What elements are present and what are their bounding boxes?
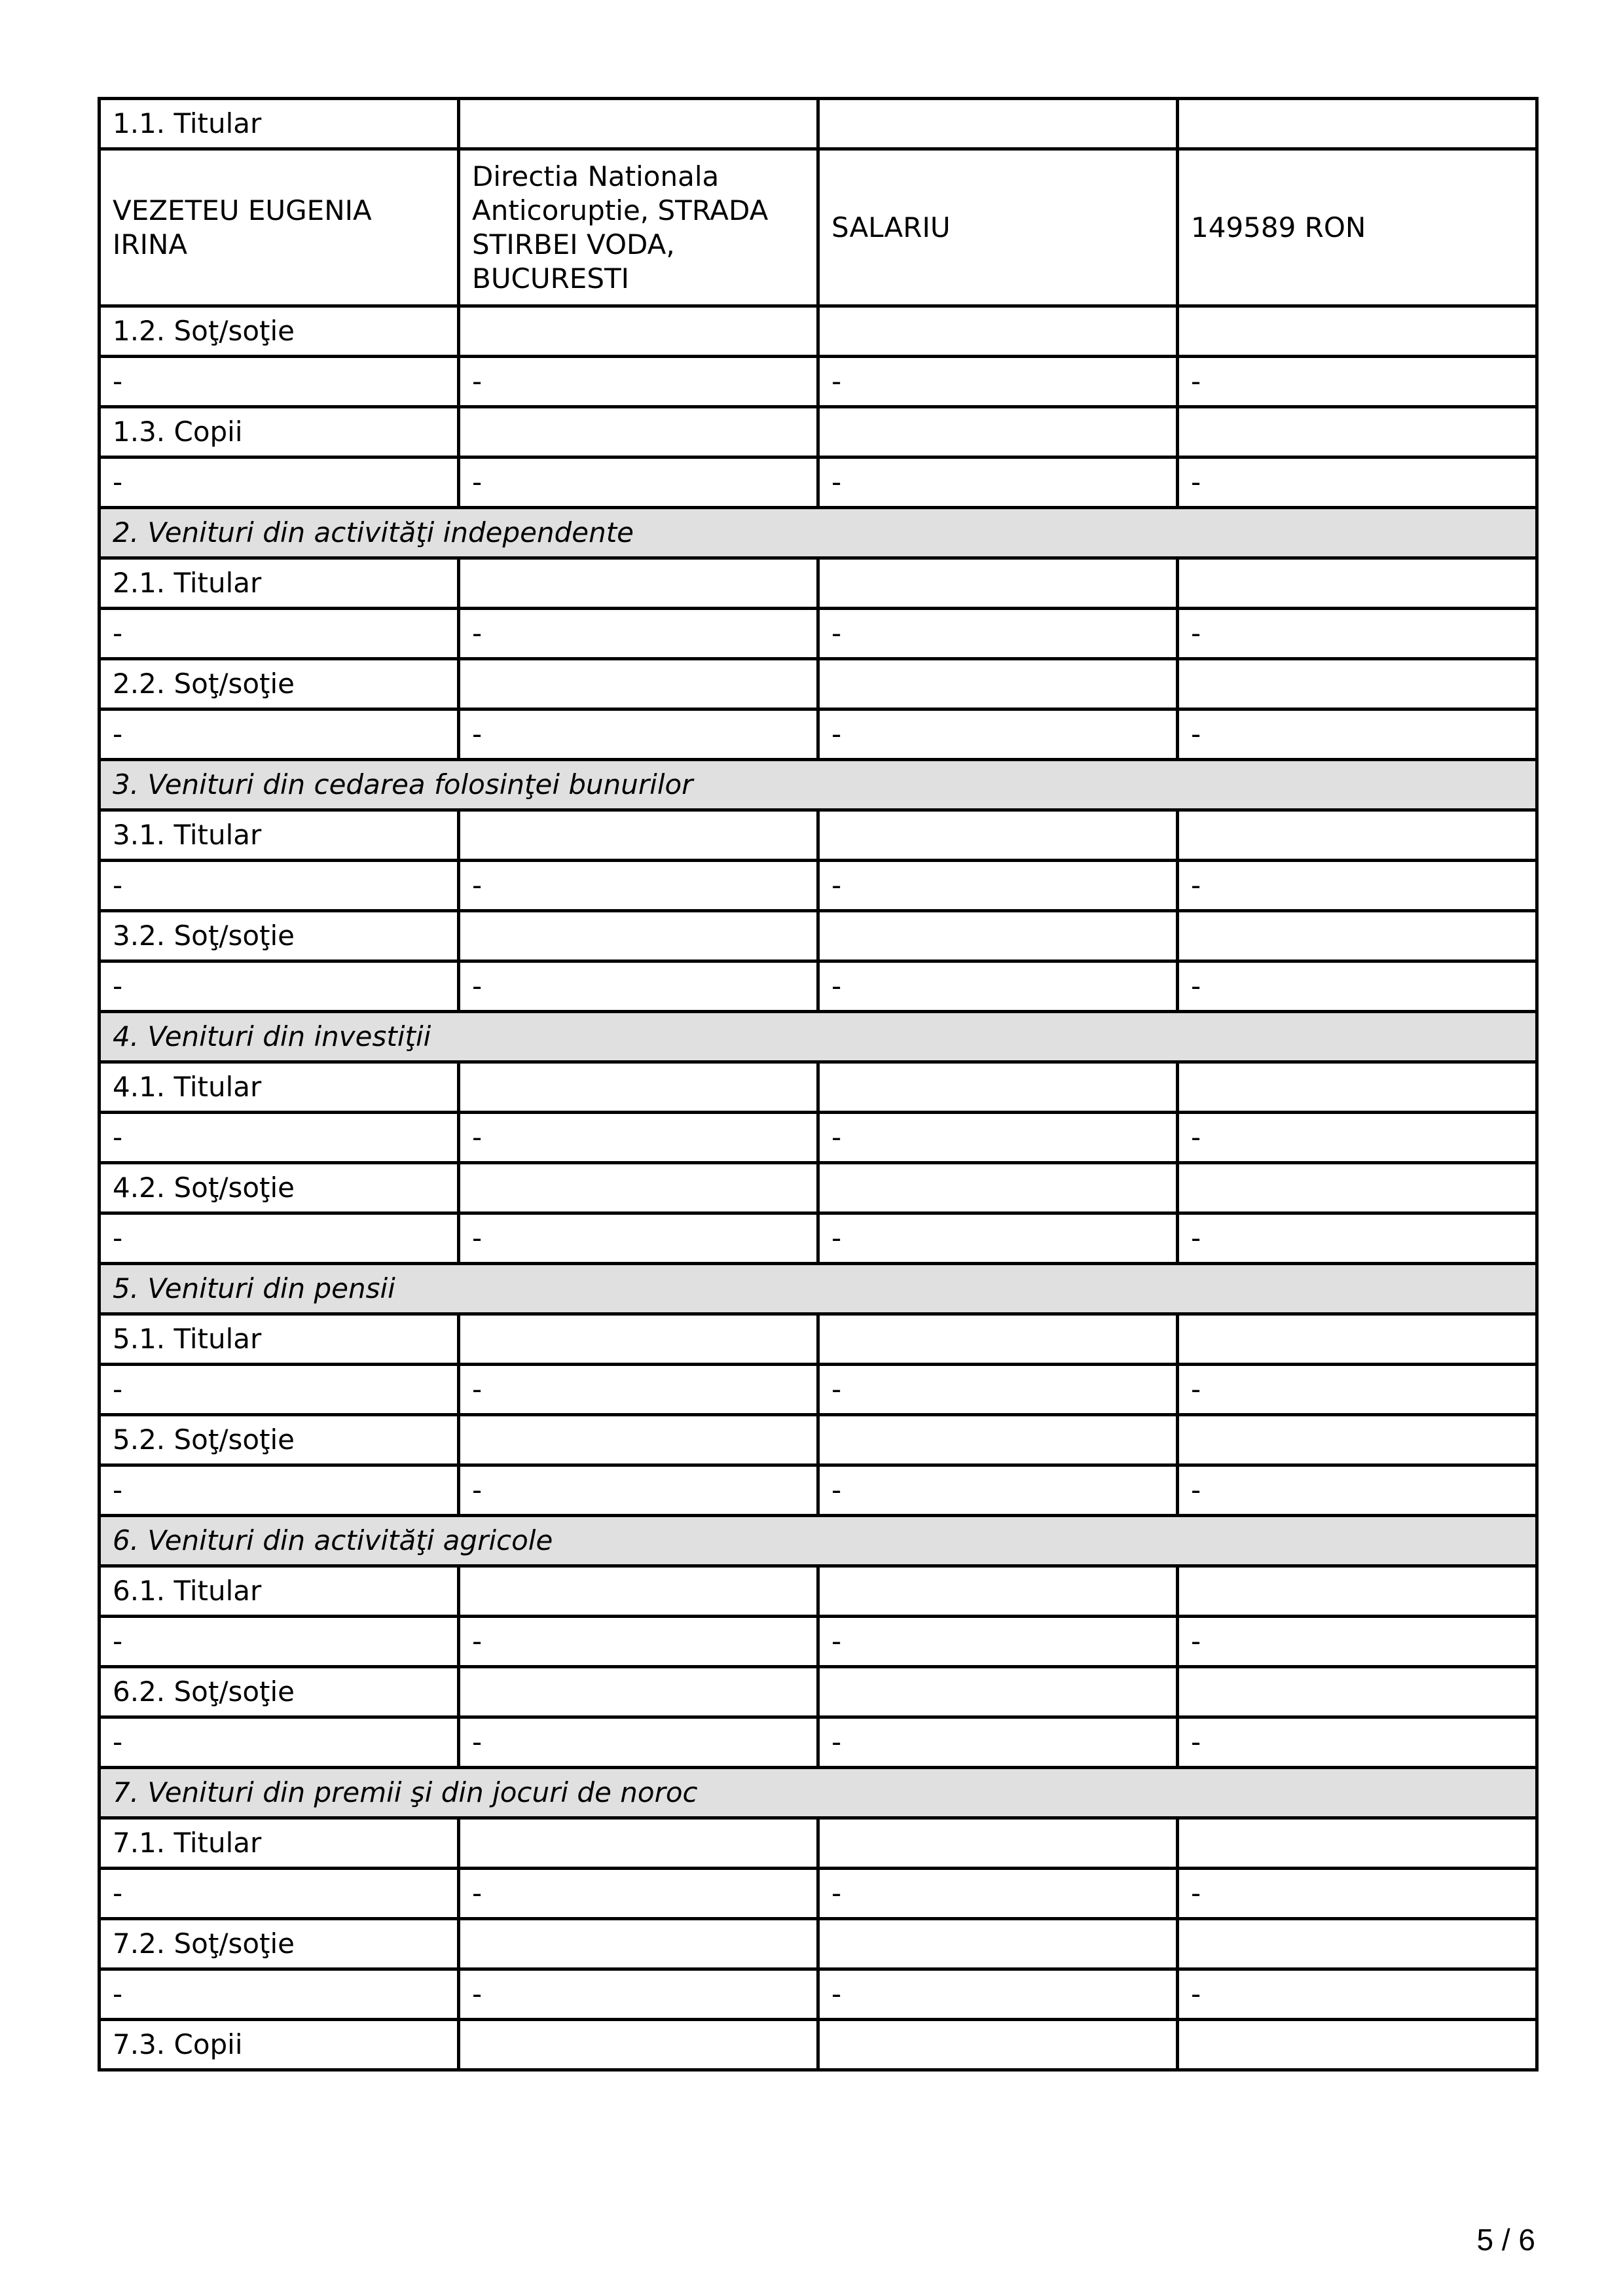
table-cell: - xyxy=(818,1465,1178,1516)
table-cell: SALARIU xyxy=(818,149,1178,306)
income-entry-row xyxy=(100,149,1537,306)
income-entry-row xyxy=(100,1617,1537,1667)
income-entry-row xyxy=(100,609,1537,659)
table-cell: 1.3. Copii xyxy=(100,407,459,457)
table-cell: - xyxy=(1178,1365,1537,1415)
table-cell: 7.1. Titular xyxy=(100,1818,459,1869)
table-cell xyxy=(459,1163,818,1213)
table-cell: 5.1. Titular xyxy=(100,1314,459,1365)
table-cell: - xyxy=(1178,1869,1537,1919)
table-cell xyxy=(459,1314,818,1365)
income-entry-row xyxy=(100,1113,1537,1163)
table-cell xyxy=(818,99,1178,149)
section-title: 6. Venituri din activităţi agricole xyxy=(100,1516,1537,1566)
section-title: 3. Venituri din cedarea folosinţei bunurilor xyxy=(100,760,1537,810)
table-cell xyxy=(459,810,818,861)
category-label-row xyxy=(100,2020,1537,2070)
income-entry-row xyxy=(100,1365,1537,1415)
table-cell xyxy=(818,1163,1178,1213)
table-cell: - xyxy=(100,1617,459,1667)
table-cell xyxy=(818,306,1178,357)
table-cell xyxy=(459,99,818,149)
table-cell xyxy=(1178,1667,1537,1717)
income-entry-row xyxy=(100,861,1537,911)
table-cell: 4.1. Titular xyxy=(100,1062,459,1113)
table-cell xyxy=(459,306,818,357)
table-cell xyxy=(818,1314,1178,1365)
income-entry-row xyxy=(100,457,1537,508)
table-cell: - xyxy=(100,1717,459,1768)
table-cell: 4.2. Soţ/soţie xyxy=(100,1163,459,1213)
section-header-row xyxy=(100,1264,1537,1314)
category-label-row xyxy=(100,306,1537,357)
income-entry-row xyxy=(100,961,1537,1012)
table-cell: 7.2. Soţ/soţie xyxy=(100,1919,459,1969)
table-cell xyxy=(818,911,1178,961)
table-cell: - xyxy=(818,357,1178,407)
table-cell xyxy=(818,1566,1178,1617)
income-declaration-table xyxy=(98,97,1539,2072)
table-cell: VEZETEU EUGENIA IRINA xyxy=(100,149,459,306)
table-cell: - xyxy=(1178,1213,1537,1264)
page-number: 5 / 6 xyxy=(1476,2223,1535,2257)
table-cell: - xyxy=(1178,609,1537,659)
table-cell xyxy=(1178,306,1537,357)
category-label-row xyxy=(100,1062,1537,1113)
table-cell xyxy=(459,911,818,961)
table-cell: - xyxy=(818,961,1178,1012)
table-cell: - xyxy=(459,709,818,760)
table-cell: - xyxy=(459,961,818,1012)
table-cell: - xyxy=(100,709,459,760)
table-cell xyxy=(818,1919,1178,1969)
category-label-row xyxy=(100,1667,1537,1717)
section-header-row xyxy=(100,508,1537,558)
table-cell: - xyxy=(818,709,1178,760)
table-cell xyxy=(459,558,818,609)
table-cell: - xyxy=(818,457,1178,508)
table-cell: - xyxy=(100,1465,459,1516)
table-cell xyxy=(459,1667,818,1717)
table-cell xyxy=(1178,1818,1537,1869)
table-cell xyxy=(818,2020,1178,2070)
section-title: 7. Venituri din premii şi din jocuri de noroc xyxy=(100,1768,1537,1818)
table-cell xyxy=(1178,810,1537,861)
table-cell: - xyxy=(818,609,1178,659)
table-cell xyxy=(818,407,1178,457)
income-entry-row xyxy=(100,709,1537,760)
table-cell: - xyxy=(818,1213,1178,1264)
table-cell: 2.1. Titular xyxy=(100,558,459,609)
income-entry-row xyxy=(100,1213,1537,1264)
table-cell: - xyxy=(1178,1617,1537,1667)
section-header-row xyxy=(100,1012,1537,1062)
income-entry-row xyxy=(100,1717,1537,1768)
table-cell: 7.3. Copii xyxy=(100,2020,459,2070)
category-label-row xyxy=(100,810,1537,861)
category-label-row xyxy=(100,1818,1537,1869)
table-cell: - xyxy=(1178,709,1537,760)
table-cell xyxy=(1178,99,1537,149)
table-cell xyxy=(1178,1062,1537,1113)
table-cell: - xyxy=(100,1365,459,1415)
category-label-row xyxy=(100,1415,1537,1465)
table-cell: - xyxy=(1178,1969,1537,2020)
table-cell xyxy=(459,1818,818,1869)
section-title: 2. Venituri din activităţi independente xyxy=(100,508,1537,558)
table-cell xyxy=(1178,1163,1537,1213)
table-cell: - xyxy=(459,1717,818,1768)
table-cell xyxy=(1178,1566,1537,1617)
table-cell xyxy=(818,558,1178,609)
table-cell xyxy=(1178,911,1537,961)
table-body xyxy=(100,99,1537,2070)
table-cell: - xyxy=(100,609,459,659)
table-cell: - xyxy=(1178,1717,1537,1768)
table-cell: - xyxy=(459,457,818,508)
table-cell: 6.1. Titular xyxy=(100,1566,459,1617)
table-cell: - xyxy=(818,1365,1178,1415)
table-cell: - xyxy=(818,1113,1178,1163)
table-cell: - xyxy=(459,1365,818,1415)
table-cell: - xyxy=(1178,1113,1537,1163)
table-cell xyxy=(459,1062,818,1113)
table-cell xyxy=(818,1818,1178,1869)
income-entry-row xyxy=(100,1869,1537,1919)
section-header-row xyxy=(100,1768,1537,1818)
table-cell xyxy=(1178,659,1537,709)
table-cell xyxy=(818,810,1178,861)
section-header-row xyxy=(100,1516,1537,1566)
category-label-row xyxy=(100,1919,1537,1969)
table-cell: - xyxy=(1178,1465,1537,1516)
category-label-row xyxy=(100,407,1537,457)
table-cell: 1.1. Titular xyxy=(100,99,459,149)
table-cell: 1.2. Soţ/soţie xyxy=(100,306,459,357)
table-cell xyxy=(1178,1415,1537,1465)
table-cell: 3.1. Titular xyxy=(100,810,459,861)
table-cell xyxy=(818,659,1178,709)
section-header-row xyxy=(100,760,1537,810)
table-cell xyxy=(459,407,818,457)
table-cell xyxy=(1178,407,1537,457)
table-cell xyxy=(459,2020,818,2070)
table-cell: - xyxy=(100,1113,459,1163)
table-cell xyxy=(818,1062,1178,1113)
table-cell: - xyxy=(459,609,818,659)
section-title: 4. Venituri din investiţii xyxy=(100,1012,1537,1062)
table-cell: - xyxy=(459,1869,818,1919)
table-cell: - xyxy=(459,1969,818,2020)
table-cell: - xyxy=(1178,961,1537,1012)
table-cell: - xyxy=(100,1213,459,1264)
category-label-row xyxy=(100,99,1537,149)
table-cell: - xyxy=(100,1969,459,2020)
table-cell xyxy=(1178,1314,1537,1365)
table-cell: - xyxy=(459,1213,818,1264)
table-cell xyxy=(459,1919,818,1969)
table-cell xyxy=(1178,2020,1537,2070)
category-label-row xyxy=(100,558,1537,609)
table-cell: 5.2. Soţ/soţie xyxy=(100,1415,459,1465)
table-cell: Directia Nationala Anticoruptie, STRADA STIRBEI VODA, BUCURESTI xyxy=(459,149,818,306)
section-title: 5. Venituri din pensii xyxy=(100,1264,1537,1314)
category-label-row xyxy=(100,911,1537,961)
table-cell: - xyxy=(818,1617,1178,1667)
table-cell: - xyxy=(100,861,459,911)
table-cell xyxy=(459,659,818,709)
table-cell xyxy=(1178,1919,1537,1969)
table-cell: - xyxy=(459,861,818,911)
table-cell: - xyxy=(459,1113,818,1163)
income-entry-row xyxy=(100,1969,1537,2020)
table-cell: - xyxy=(818,1717,1178,1768)
table-cell xyxy=(818,1415,1178,1465)
table-cell: - xyxy=(818,861,1178,911)
table-cell: 3.2. Soţ/soţie xyxy=(100,911,459,961)
table-cell xyxy=(459,1566,818,1617)
table-cell: - xyxy=(100,1869,459,1919)
table-cell: - xyxy=(1178,861,1537,911)
income-entry-row xyxy=(100,357,1537,407)
table-cell: - xyxy=(1178,357,1537,407)
category-label-row xyxy=(100,1566,1537,1617)
table-cell: 6.2. Soţ/soţie xyxy=(100,1667,459,1717)
category-label-row xyxy=(100,1163,1537,1213)
table-cell: 2.2. Soţ/soţie xyxy=(100,659,459,709)
table-cell: - xyxy=(818,1969,1178,2020)
table-cell: 149589 RON xyxy=(1178,149,1537,306)
table-cell: - xyxy=(459,357,818,407)
income-entry-row xyxy=(100,1465,1537,1516)
table-cell xyxy=(1178,558,1537,609)
table-cell: - xyxy=(100,457,459,508)
table-cell: - xyxy=(459,1617,818,1667)
table-cell xyxy=(818,1667,1178,1717)
table-cell: - xyxy=(459,1465,818,1516)
category-label-row xyxy=(100,1314,1537,1365)
table-cell: - xyxy=(1178,457,1537,508)
category-label-row xyxy=(100,659,1537,709)
table-cell: - xyxy=(100,961,459,1012)
table-cell: - xyxy=(818,1869,1178,1919)
table-cell: - xyxy=(100,357,459,407)
table-cell xyxy=(459,1415,818,1465)
